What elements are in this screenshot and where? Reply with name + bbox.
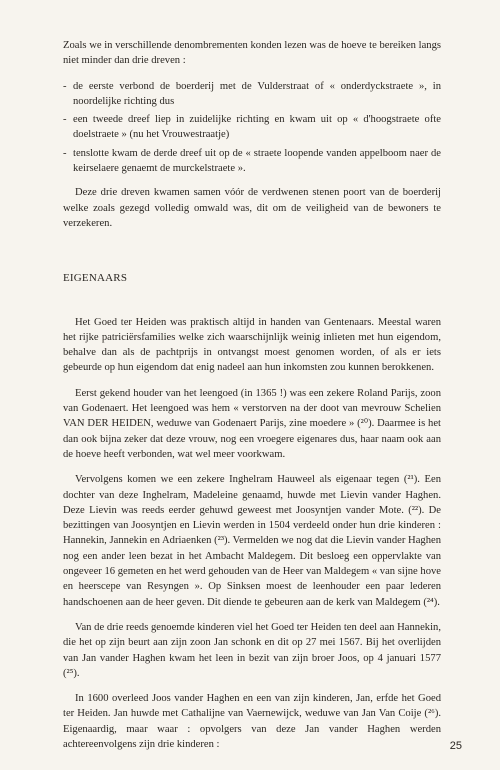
paragraph: Van de drie reeds genoemde kinderen viel het Goed ter Heiden ten deel aan Hannekin, die het op zijn beurt aan zijn zoon Jan schonk en dit op 27 mei 1567. Bij het overlijden van Jan vander Haghen kwam het leen in bezit van zijn broer Joos, op 4 januari 1577 (²⁵). xyxy=(63,621,441,679)
page-body xyxy=(63,38,441,762)
page-number: 25 xyxy=(449,740,462,752)
closing-paragraph: Deze drie dreven kwamen samen vóór de verdwenen stenen poort van de boerderij welke zoals gezegd volledig omwald was, dit om de veiligheid van de bewoners te verzekeren. xyxy=(63,187,441,229)
intro-paragraph: Zoals we in verschillende denombrementen konden lezen was de hoeve te bereiken langs niet minder dan drie dreven : xyxy=(63,40,441,67)
list-item: - een tweede dreef liep in zuidelijke richting en kwam uit op « d'hoogstraete ofte doelstraete » (nu het Vrouwestraatje) xyxy=(63,114,441,141)
paragraph: Vervolgens komen we een zekere Inghelram Hauweel als eigenaar tegen (²¹). Een dochter van deze Inghelram, Madeleine genaamd, huwde met Lievin vander Haghen. Deze Lievin was reeds eerder gehuwd geweest met Joosyntjen vander Mote. (²²). De bezittingen van Joosyntjen en Lievin werden in 1504 verdeeld onder hun drie kinderen : Hannekin, Jannekin en Adriaenken (²³). Vermelden we nog dat die Lievin vander Haghen nog een ander leen bezat in het Ambacht Maldegem. Dit besloeg een oppervlakte van ongeveer 16 gemeten en het werd gehouden van de Heer van Maldegem « van sijne hove en heerscepe van Resyngen ». Op Sinksen moest de leenhouder een paar lederen handschoenen aan de heer geven. Dit diende te gebeuren aan de kerk van Maldegem (²⁴). xyxy=(63,474,441,608)
paragraph: Het Goed ter Heiden was praktisch altijd in handen van Gentenaars. Meestal waren het rijke patriciërsfamilies welke zich waarschijnlijk weinig inlieten met hun eigendom, behalve dan als de pachtprijs in ontvangst moest genomen worden, of als er iets gebeurde op hun eigendom dat enig nadeel aan hun inkomsten zou kunnen berokkenen. xyxy=(63,316,441,374)
list-item-text: de eerste verbond de boerderij met de Vulderstraat of « onderdyckstraete », in noordelijke richting dus xyxy=(73,80,441,107)
list-item-text: een tweede dreef liep in zuidelijke richting en kwam uit op « d'hoogstraete ofte doelstraete » (nu het Vrouwestraatje) xyxy=(73,114,441,141)
paragraph: Eerst gekend houder van het leengoed (in 1365 !) was een zekere Roland Parijs, zoon van Godenaert. Het leengoed was hem « verstorven na der doot van mevrouw Schelien VAN DER HEIDEN, weduwe van Godenaert Parijs, zine moedere » (²⁰). Daarmee is het dan ook bijna zeker dat deze vrouw, nog een vroegere eigenares dus, haar naam ook aan de hoeve heeft verbonden, wat wel meer voorkwam. xyxy=(63,387,441,460)
dreves-list xyxy=(63,79,441,177)
list-item: - de eerste verbond de boerderij met de Vulderstraat of « onderdyckstraete », in noordelijke richting dus xyxy=(63,80,441,107)
list-item-text: tenslotte kwam de derde dreef uit op de « straete loopende vanden appelboom naer de keirselaere genaemt de murckelstraete ». xyxy=(73,147,441,175)
paragraph: In 1600 overleed Joos vander Haghen en een van zijn kinderen, Jan, erfde het Goed ter Heiden. Jan huwde met Cathalijne van Vaernewijck, weduwe van Jan Van Coije (²⁶). Eigenaardig, maar waar : opvolgers van deze Jan vander Haghen werden achtereenvolgens zijn drie kinderen : xyxy=(63,693,441,750)
list-item: - tenslotte kwam de derde dreef uit op de « straete loopende vanden appelboom naer de keirselaere genaemt de murckelstraete ». xyxy=(63,147,441,175)
section-heading: EIGENAARS xyxy=(63,272,128,285)
